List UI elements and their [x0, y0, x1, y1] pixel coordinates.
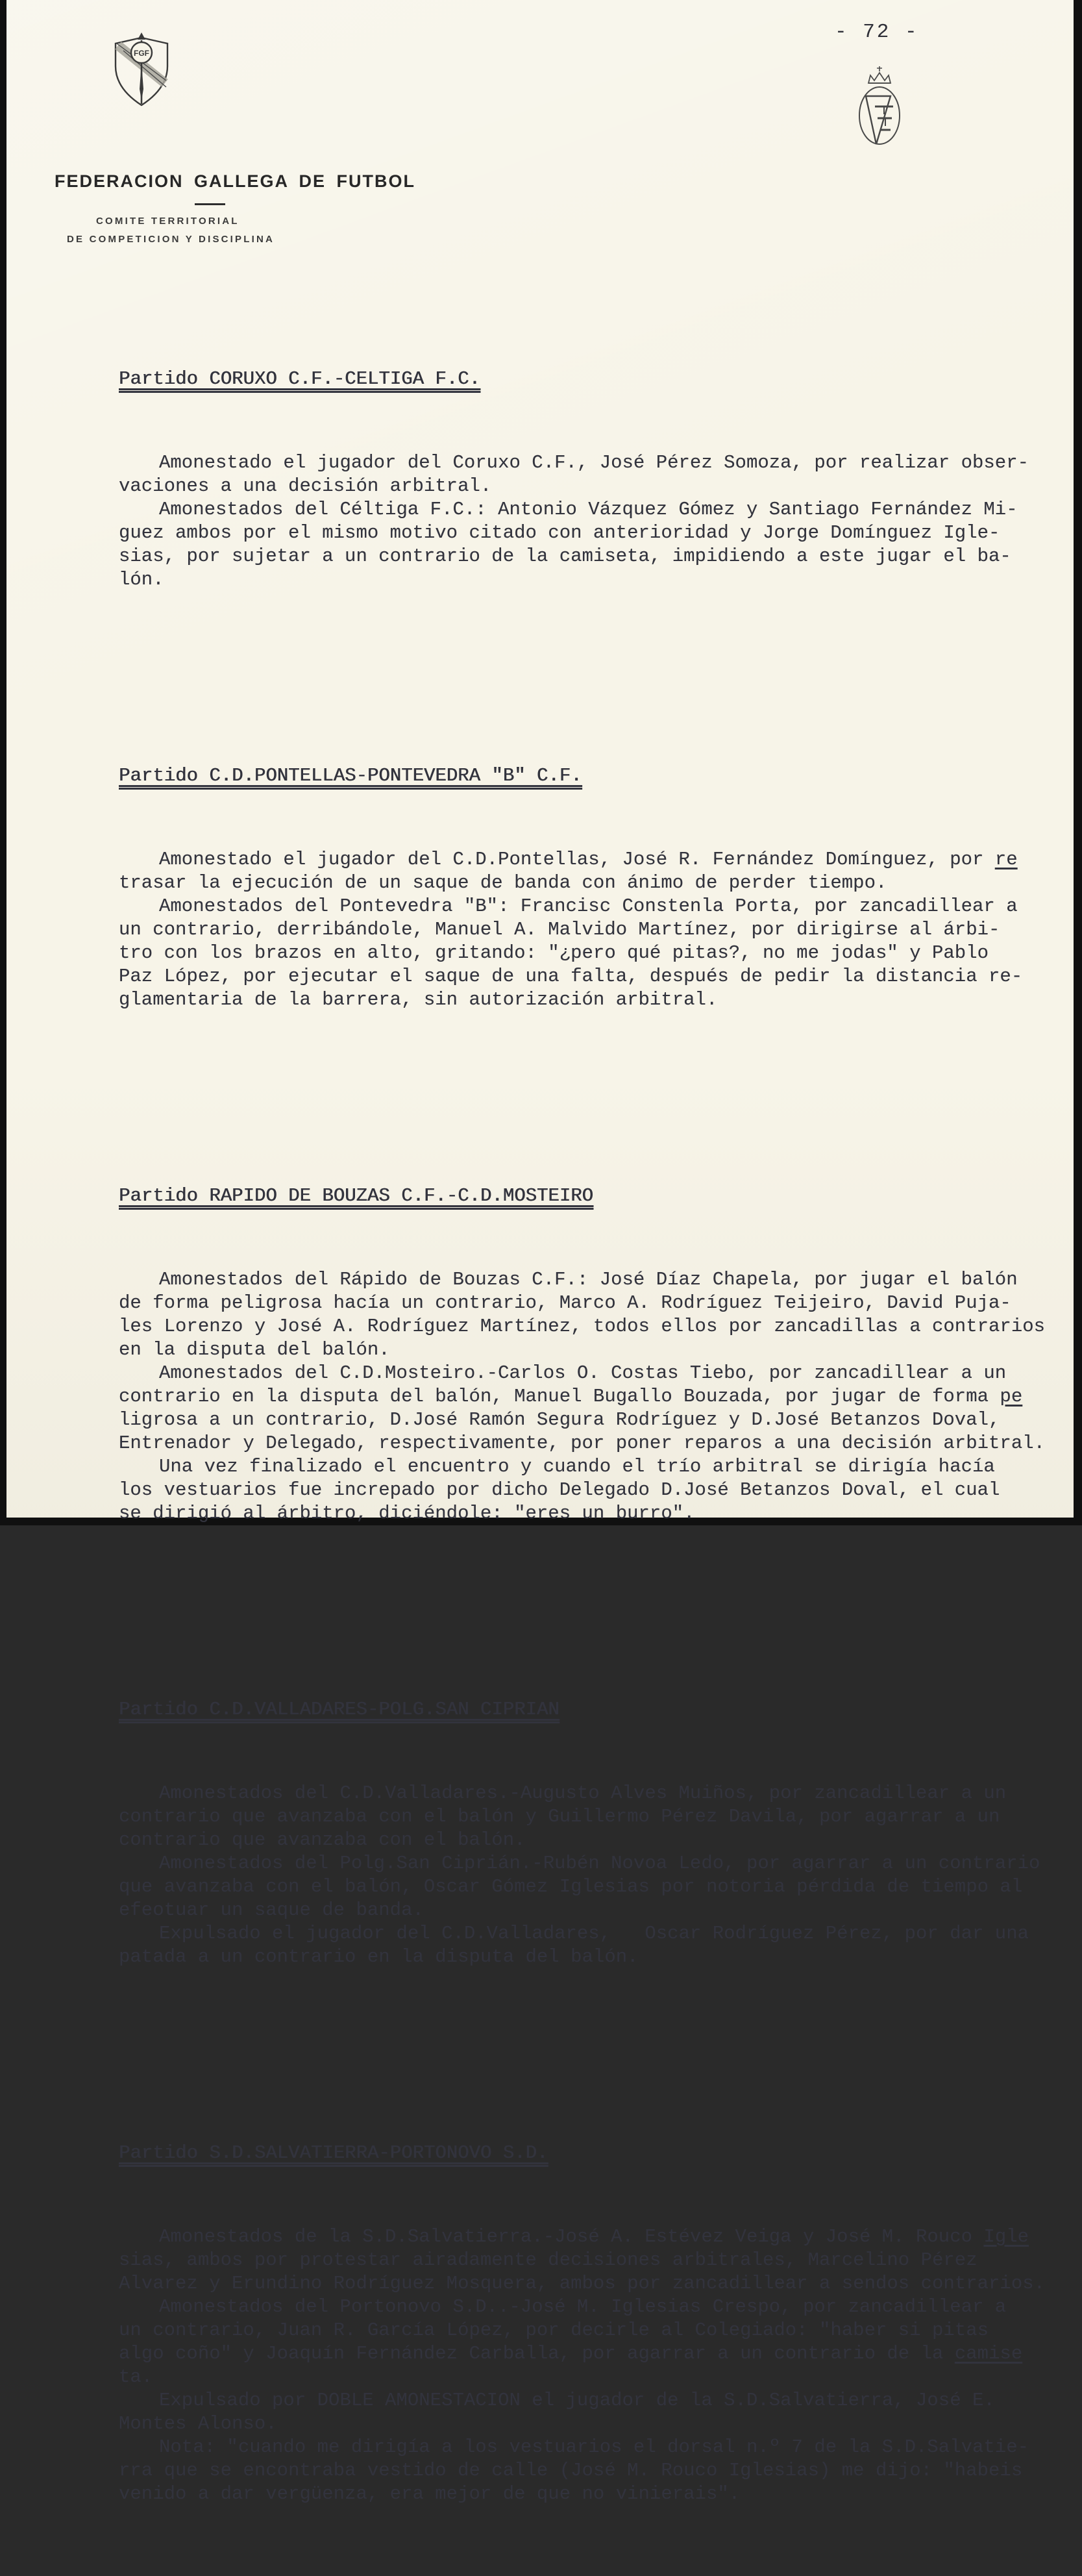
- paragraph: [119, 1268, 1072, 1362]
- text-line: Amonestados del Rápido de Bouzas C.F.: José Díaz Chapela, por jugar el balón: [159, 1269, 1018, 1290]
- text-line: ligrosa a un contrario, D.José Ramón Segura Rodríguez y D.José Betanzos Doval,: [119, 1409, 1000, 1431]
- text-line: contrario en la disputa del balón, Manuel Bugallo Bouzada, por jugar de forma pe: [119, 1386, 1023, 1407]
- text-line: un contrario, derribándole, Manuel A. Malvido Martínez, por dirigirse al árbi-: [119, 919, 1000, 940]
- paragraph: [119, 2225, 1072, 2295]
- match-heading-text: Partido CORUXO C.F.-CELTIGA F.C.: [119, 368, 480, 390]
- committee-line-1: COMITE TERRITORIAL: [96, 216, 240, 227]
- text-line: Entrenador y Delegado, respectivamente, por poner reparos a una decisión arbitral.: [119, 1432, 1046, 1454]
- paragraph: [119, 1455, 1072, 1525]
- text-line: Expulsado por DOBLE AMONESTACION el jugador de la S.D.Salvatierra, José E.: [159, 2390, 995, 2411]
- match-paragraphs: [119, 1782, 1072, 1969]
- scan-edge-left: [0, 0, 6, 1525]
- paragraph: [119, 498, 1072, 592]
- text-line: guez ambos por el mismo motivo citado con anterioridad y Jorge Domínguez Igle-: [119, 522, 1000, 544]
- svg-text:FGF: FGF: [134, 49, 149, 58]
- paragraph: [119, 2389, 1072, 2436]
- text-line: ta.: [119, 2366, 153, 2388]
- text-line: efeotuar un saque de banda.: [119, 1899, 424, 1921]
- text-line: sias, por sujetar a un contrario de la camiseta, impidiendo a este jugar el ba-: [119, 545, 1011, 567]
- text-line: Expulsado el jugador del C.D.Valladares, Oscar Rodríguez Pérez, por dar una: [159, 1923, 1029, 1944]
- match-heading: [119, 1698, 1072, 1721]
- document-body: [119, 265, 1072, 2576]
- text-line: Una vez finalizado el encuentro y cuando el trío arbitral se dirigía hacía: [159, 1456, 995, 1477]
- paragraph: [119, 451, 1072, 498]
- match-heading-text: Partido RAPIDO DE BOUZAS C.F.-C.D.MOSTEIRO: [119, 1185, 593, 1207]
- text-line: contrario que avanzaba con el balón y Guillermo Pérez Davila, por agarrar a un: [119, 1806, 1000, 1827]
- text-line: rra que se encontraba vestido de calle (José M. Rouco Iglesias) me dijo: "habeis: [119, 2460, 1023, 2481]
- text-line: se dirigió al árbitro, diciéndole: "eres un burro".: [119, 1503, 695, 1524]
- paragraph: [119, 848, 1072, 895]
- scan-edge-right: [1074, 0, 1082, 1525]
- text-line: Amonestados del Portonovo S.D..-José M. Iglesias Crespo, por zancadillear a: [159, 2296, 1007, 2318]
- text-line: Amonestado el jugador del C.D.Pontellas, José R. Fernández Domínguez, por re: [159, 849, 1018, 870]
- match-heading-text: Partido C.D.VALLADARES-POLG.SAN CIPRIAN: [119, 1699, 559, 1720]
- fgf-shield-crest-icon: [108, 31, 175, 110]
- text-line: Amonestados del C.D.Valladares.-Augusto Alves Muiños, por zancadillear a un: [159, 1782, 1007, 1804]
- text-line: tro con los brazos en alto, gritando: "¿pero qué pitas?, no me jodas" y Pablo: [119, 942, 989, 964]
- match-section: [119, 2086, 1072, 2553]
- text-line: Amonestados de la S.D.Salvatierra.-José A. Estévez Veiga y José M. Rouco Igle: [159, 2226, 1029, 2247]
- text-line: Amonestados del C.D.Mosteiro.-Carlos O. Costas Tiebo, por zancadillear a un: [159, 1362, 1007, 1384]
- match-heading: [119, 1184, 1072, 1208]
- text-line: glamentaria de la barrera, sin autorización arbitral.: [119, 989, 718, 1010]
- text-line: les Lorenzo y José A. Rodríguez Martínez, todos ellos por zancadillas a contrarios: [119, 1316, 1046, 1337]
- match-section: [119, 708, 1072, 1058]
- text-line: contrario que avanzaba con el balón.: [119, 1829, 526, 1851]
- page-number: - 72 -: [835, 21, 919, 44]
- match-paragraphs: [119, 1268, 1072, 1525]
- text-line: Nota: "cuando me dirigía a los vestuarios el dorsal n.º 7 de la S.D.Salvatie-: [159, 2436, 1029, 2458]
- paragraph: [119, 1782, 1072, 1852]
- text-line: Montes Alonso.: [119, 2413, 277, 2434]
- paragraph: [119, 895, 1072, 1012]
- text-line: Alvarez y Erundino Rodríguez Mosquera, ambos por zancadillear a sendos contrarios.: [119, 2273, 1046, 2294]
- text-line: algo coño" y Joaquín Fernández Carballa, por agarrar a un contrario de la camise: [119, 2343, 1023, 2364]
- match-heading: [119, 764, 1072, 788]
- paragraph: [119, 2436, 1072, 2506]
- text-line: un contrario, Juan R. García López, por decirle al Colegiado: "haber si pitas: [119, 2320, 989, 2341]
- paragraph: [119, 1362, 1072, 1455]
- text-line: Amonestado el jugador del Coruxo C.F., José Pérez Somoza, por realizar obser-: [159, 452, 1029, 473]
- text-line: patada a un contrario en la disputa del balón.: [119, 1946, 639, 1968]
- text-line: los vestuarios fue increpado por dicho Delegado D.José Betanzos Doval, el cual: [119, 1479, 1000, 1501]
- paragraph: [119, 2295, 1072, 2389]
- paragraph: [119, 1922, 1072, 1969]
- text-line: que avanzaba con el balón, Oscar Gómez Iglesias por notoria pérdida de tiempo al: [119, 1876, 1023, 1897]
- match-section: [119, 312, 1072, 638]
- text-line: venido a dar vergüenza, era mejor de que no vinierais".: [119, 2483, 741, 2505]
- committee-line-2: DE COMPETICION Y DISCIPLINA: [67, 234, 275, 245]
- match-paragraphs: [119, 451, 1072, 592]
- match-heading-text: Partido S.D.SALVATIERRA-PORTONOVO S.D.: [119, 2142, 548, 2164]
- text-line: en la disputa del balón.: [119, 1339, 390, 1360]
- text-line: Amonestados del Céltiga F.C.: Antonio Vázquez Gómez y Santiago Fernández Mi-: [159, 499, 1018, 520]
- rfef-royal-crest-icon: [848, 64, 911, 149]
- match-heading: [119, 2142, 1072, 2165]
- match-paragraphs: [119, 2225, 1072, 2506]
- org-name: FEDERACION GALLEGA DE FUTBOL: [55, 171, 415, 191]
- text-line: Paz López, por ejecutar el saque de una falta, después de pedir la distancia re-: [119, 966, 1023, 987]
- text-line: lón.: [119, 569, 164, 590]
- match-heading-text: Partido C.D.PONTELLAS-PONTEVEDRA "B" C.F.: [119, 765, 582, 786]
- text-line: trasar la ejecución de un saque de banda con ánimo de perder tiempo.: [119, 872, 887, 894]
- text-line: de forma peligrosa hacía un contrario, Marco A. Rodríguez Teijeiro, David Puja-: [119, 1292, 1011, 1314]
- match-section: [119, 1642, 1072, 2016]
- text-line: vaciones a una decisión arbitral.: [119, 475, 492, 497]
- text-line: Amonestados del Polg.San Ciprián.-Rubén Novoa Ledo, por agarrar a un contrario: [159, 1853, 1040, 1874]
- text-line: Amonestados del Pontevedra "B": Francisc Constenla Porta, por zancadillear a: [159, 895, 1018, 917]
- match-section: [119, 1129, 1072, 1572]
- match-paragraphs: [119, 848, 1072, 1012]
- text-line: sias, ambos por protestar airadamente decisiones arbitrales, Marcelino Pérez: [119, 2249, 977, 2271]
- letterhead-divider: [195, 203, 225, 205]
- paragraph: [119, 1852, 1072, 1922]
- match-heading: [119, 368, 1072, 391]
